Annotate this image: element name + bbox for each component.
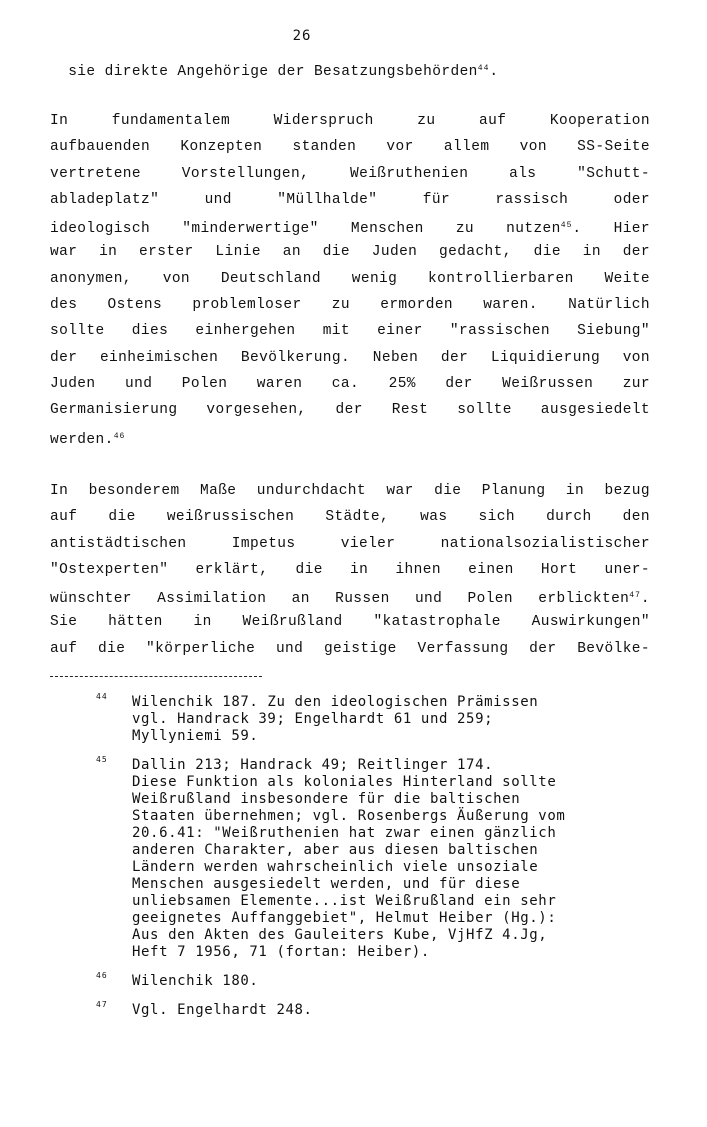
line-text: der einheimischen Bevölkerung. Neben der Liquidierung von (50, 349, 650, 366)
line-text: Germanisierung vorgesehen, der Rest sollte ausgesiedelt (50, 402, 650, 419)
footnote-separator (50, 676, 262, 677)
text-line (50, 187, 650, 213)
text-line (50, 266, 650, 292)
line-text: war in erster Linie an die Juden gedacht, die in der (50, 244, 650, 261)
line-text: aufbauenden Konzepten standen vor allem von SS-Seite (50, 139, 650, 156)
line-text: werden. (50, 431, 114, 448)
text-line (50, 213, 650, 239)
line-text: "Ostexperten" erklärt, die in ihnen einen Hort uner- (50, 561, 650, 578)
line-text: des Ostens problemloser zu ermorden waren. Natürlich (50, 297, 650, 314)
footnote-line: anderen Charakter, aber aus diesen baltischen (132, 842, 539, 858)
line-text-after: . Hier (572, 221, 651, 238)
line-text: In fundamentalem Widerspruch zu auf Kooperation (50, 113, 650, 129)
line-text: wünschter Assimilation an Russen und Polen erblickten (50, 591, 630, 608)
line-text: auf die "körperliche und geistige Verfassung der Bevölke- (50, 640, 650, 657)
page-number: 26 (292, 28, 312, 44)
text-line (50, 56, 650, 82)
line-text-after: . (640, 591, 650, 608)
footnote-45 (96, 755, 650, 961)
footnote-line: 20.6.41: "Weißruthenien hat zwar einen gänzlich (132, 825, 557, 841)
text-line (50, 134, 650, 160)
paragraph-ss-plans (50, 108, 650, 450)
footnote-46 (96, 971, 650, 990)
footnotes (96, 692, 650, 1031)
line-text: auf die weißrussischen Städte, was sich durch den (50, 509, 650, 526)
footnote-text (132, 757, 650, 961)
footnote-text (132, 973, 650, 990)
footnote-mark: 45 (96, 755, 108, 764)
footnote-text (132, 1002, 650, 1019)
line-text: sollte dies einhergehen mit einer "rassischen Siebung" (50, 323, 650, 340)
text-line (50, 424, 650, 450)
footnote-line: Heft 7 1956, 71 (fortan: Heiber). (132, 944, 430, 960)
text-line (50, 239, 650, 265)
footnote-44 (96, 692, 650, 745)
text-line (50, 292, 650, 318)
paragraph-continuation (50, 56, 650, 82)
line-text: Sie hätten in Weißrußland "katastrophale Auswirkungen" (50, 614, 650, 631)
footnote-line: unliebsamen Elemente...ist Weißrußland ein sehr (132, 893, 557, 909)
text-line (50, 531, 650, 557)
text-line (50, 557, 650, 583)
footnote-mark: 47 (96, 1000, 108, 1009)
footnote-line: Staaten übernehmen; vgl. Rosenbergs Äußerung vom (132, 808, 566, 824)
footnote-line: geeignetes Auffanggebiet", Helmut Heiber (Hg.): (132, 910, 557, 926)
footnote-reference[interactable]: 47 (629, 591, 641, 601)
text-line (50, 504, 650, 530)
text-line (50, 161, 650, 187)
footnote-line: Aus den Akten des Gauleiters Kube, VjHfZ 4.Jg, (132, 927, 548, 943)
footnote-reference[interactable]: 44 (477, 64, 490, 73)
line-text: abladeplatz" und "Müllhalde" für rassisch oder (50, 191, 650, 208)
footnote-47 (96, 1000, 650, 1019)
text-line (50, 609, 650, 635)
line-text: sie direkte Angehörige der Besatzungsbehörden (50, 64, 478, 80)
footnote-line: Dallin 213; Handrack 49; Reitlinger 174. (132, 757, 494, 773)
footnote-line: vgl. Handrack 39; Engelhardt 61 und 259; (132, 711, 494, 727)
text-line (50, 397, 650, 423)
text-line (50, 108, 650, 134)
text-line (50, 371, 650, 397)
footnote-line: Ländern werden wahrscheinlich viele unsoziale (132, 859, 539, 875)
text-line (50, 318, 650, 344)
footnote-line: Wilenchik 180. (132, 973, 259, 989)
footnote-text (132, 694, 650, 745)
footnote-mark: 44 (96, 692, 108, 701)
text-line (50, 583, 650, 609)
footnote-reference[interactable]: 45 (560, 221, 573, 231)
text-line (50, 345, 650, 371)
footnote-line: Weißrußland insbesondere für die baltischen (132, 791, 521, 807)
text-line (50, 478, 650, 504)
footnote-line: Vgl. Engelhardt 248. (132, 1002, 313, 1018)
footnote-mark: 46 (96, 971, 108, 980)
paragraph-cities (50, 478, 650, 662)
text-line (50, 636, 650, 662)
line-text: ideologisch "minderwertige" Menschen zu nutzen (50, 221, 561, 238)
footnote-line: Wilenchik 187. Zu den ideologischen Prämissen (132, 694, 539, 710)
line-text: anonymen, von Deutschland wenig kontrollierbaren Weite (50, 270, 650, 287)
footnote-reference[interactable]: 46 (113, 431, 126, 441)
footnote-line: Menschen ausgesiedelt werden, und für diese (132, 876, 521, 892)
line-text: antistädtischen Impetus vieler nationalsozialistischer (50, 535, 650, 552)
line-text: In besonderem Maße undurchdacht war die Planung in bezug (50, 483, 650, 499)
line-text: Juden und Polen waren ca. 25% der Weißrussen zur (50, 375, 650, 392)
line-text: vertretene Vorstellungen, Weißruthenien als "Schutt- (50, 165, 650, 182)
footnote-line: Diese Funktion als koloniales Hinterland sollte (132, 774, 557, 790)
line-text-after: . (489, 64, 499, 80)
footnote-line: Myllyniemi 59. (132, 728, 259, 744)
